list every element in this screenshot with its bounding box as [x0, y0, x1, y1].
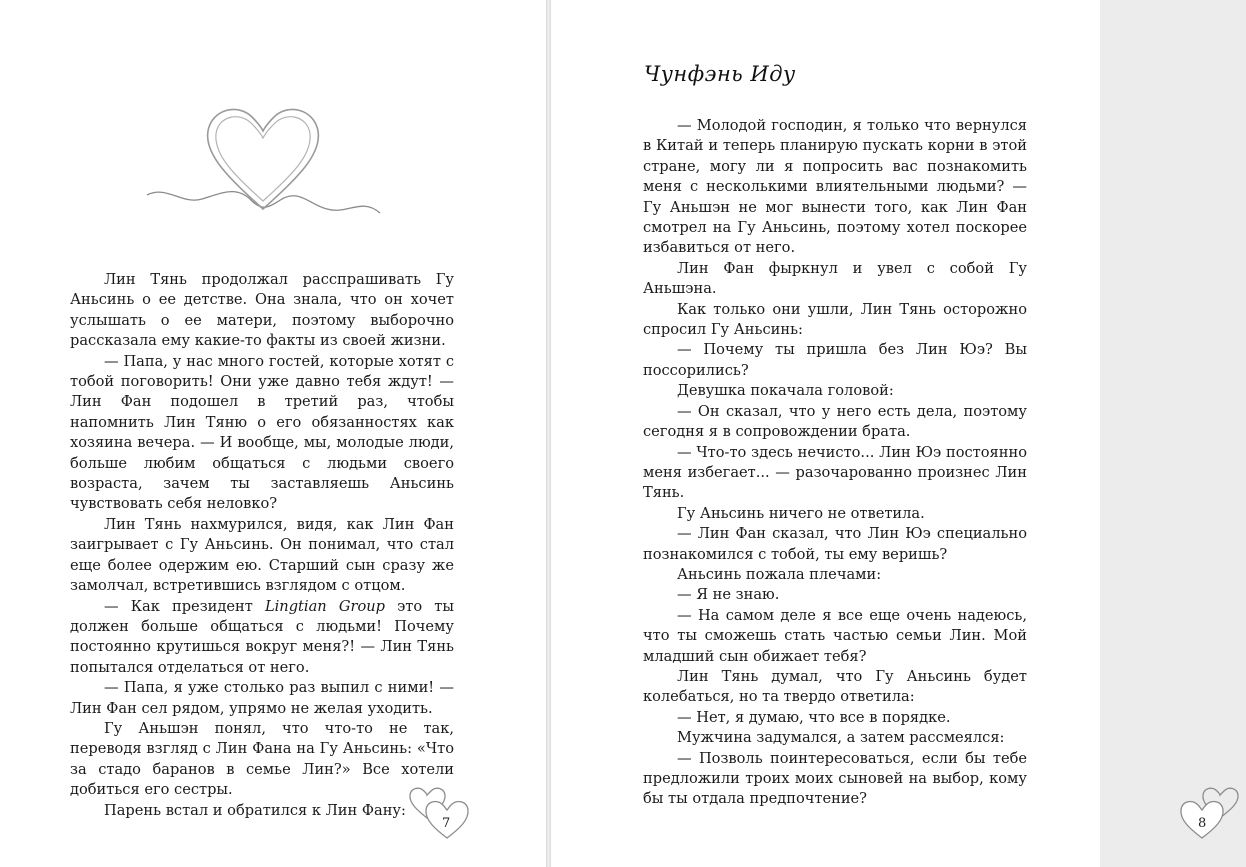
paragraph-text: это ты должен больше общаться с людьми! Почему постоянно крутишься вокруг меня?! — Лин Тянь попытался отделаться от него.: [70, 597, 454, 676]
left-page-text: [70, 270, 454, 821]
paragraph: Лин Фан фыркнул и увел с собой Гу Аньшэна.: [643, 259, 1027, 298]
paragraph: Парень встал и обратился к Лин Фану:: [104, 801, 406, 819]
paragraph: Мужчина задумался, а затем рассмеялся:: [677, 729, 1005, 747]
paragraph: Как только они ушли, Лин Тянь осторожно спросил Гу Аньсинь:: [643, 300, 1027, 339]
page-number-ornament: [1176, 782, 1246, 842]
company-name: Lingtian Group: [264, 597, 385, 615]
heart-wave-icon: [142, 97, 384, 222]
left-page: [0, 0, 546, 867]
paragraph: Лин Тянь думал, что Гу Аньсинь будет колебаться, но та твердо ответила:: [643, 667, 1027, 706]
page-number-ornament: [405, 782, 475, 842]
right-page-text: [643, 116, 1027, 810]
page-number: 8: [1198, 816, 1207, 831]
paragraph: — Лин Фан сказал, что Лин Юэ специально познакомился с тобой, ты ему веришь?: [643, 525, 1027, 563]
paragraph: — Папа, у нас много гостей, которые хотят с тобой поговорить! Они уже давно тебя ждут! — Лин Фан подошел в третий раз, чтобы напомнить Лин Тяню о его обязанностях как хозяина вечера. — И вообще, мы, молодые люди, больше любим общаться с людьми своего возраста, зачем ты заставляешь Аньсинь чувствовать себя неловко?: [70, 352, 454, 513]
paragraph: Девушка покачала головой:: [677, 382, 894, 400]
paragraph: Лин Тянь нахмурился, видя, как Лин Фан заигрывает с Гу Аньсинь. Он понимал, что стал еще более одержим ею. Старший сын сразу же замолчал, встретившись взглядом с отцом.: [70, 515, 454, 595]
paragraph: — Почему ты пришла без Лин Юэ? Вы поссорились?: [643, 341, 1027, 379]
paragraph: — Он сказал, что у него есть дела, поэтому сегодня я в сопровождении брата.: [643, 402, 1027, 441]
paragraph: — Молодой господин, я только что вернулся в Китай и теперь планирую пускать корни в этой стране, могу ли я попросить вас познакомить меня с несколькими влиятельными людьми? — Гу Аньшэн не мог вынести того, как Лин Фан смотрел на Гу Аньсинь, поэтому хотел поскорее избавиться от него.: [643, 117, 1027, 257]
paragraph: — Нет, я думаю, что все в порядке.: [677, 708, 951, 726]
paragraph: — На самом деле я все еще очень надеюсь, что ты сможешь стать частью семьи Лин. Мой младший сын обижает тебя?: [643, 606, 1027, 665]
right-page: [551, 0, 1207, 867]
paragraph: — Позволь поинтересоваться, если бы тебе предложили троих моих сыновей на выбор, кому бы ты отдала предпочтение?: [643, 749, 1027, 808]
double-heart-icon: [405, 782, 475, 842]
paragraph: Аньсинь пожала плечами:: [677, 565, 882, 583]
paragraph: Лин Тянь продолжал расспрашивать Гу Аньсинь о ее детстве. Она знала, что он хочет услышать о ее матери, поэтому выборочно рассказала ему какие-то факты из своей жизни.: [70, 271, 454, 350]
paragraph: — Папа, я уже столько раз выпил с ними! — Лин Фан сел рядом, упрямо не желая уходить.: [70, 679, 454, 717]
page-number: 7: [442, 816, 451, 831]
paragraph: Гу Аньшэн понял, что что-то не так, переводя взгляд с Лин Фана на Гу Аньсинь: «Что за стадо баранов в семье Лин?» Все хотели добиться его сестры.: [70, 719, 454, 799]
paragraph: Гу Аньсинь ничего не ответила.: [677, 504, 925, 522]
double-heart-icon: [1176, 782, 1246, 842]
paragraph: — Что-то здесь нечисто... Лин Юэ постоянно меня избегает... — разочарованно произнес Лин Тянь.: [643, 443, 1027, 502]
running-head: Чунфэнь Иду: [644, 62, 796, 86]
paragraph-text: — Как президент: [104, 597, 265, 615]
paragraph: [70, 597, 454, 679]
paragraph: — Я не знаю.: [677, 586, 780, 604]
